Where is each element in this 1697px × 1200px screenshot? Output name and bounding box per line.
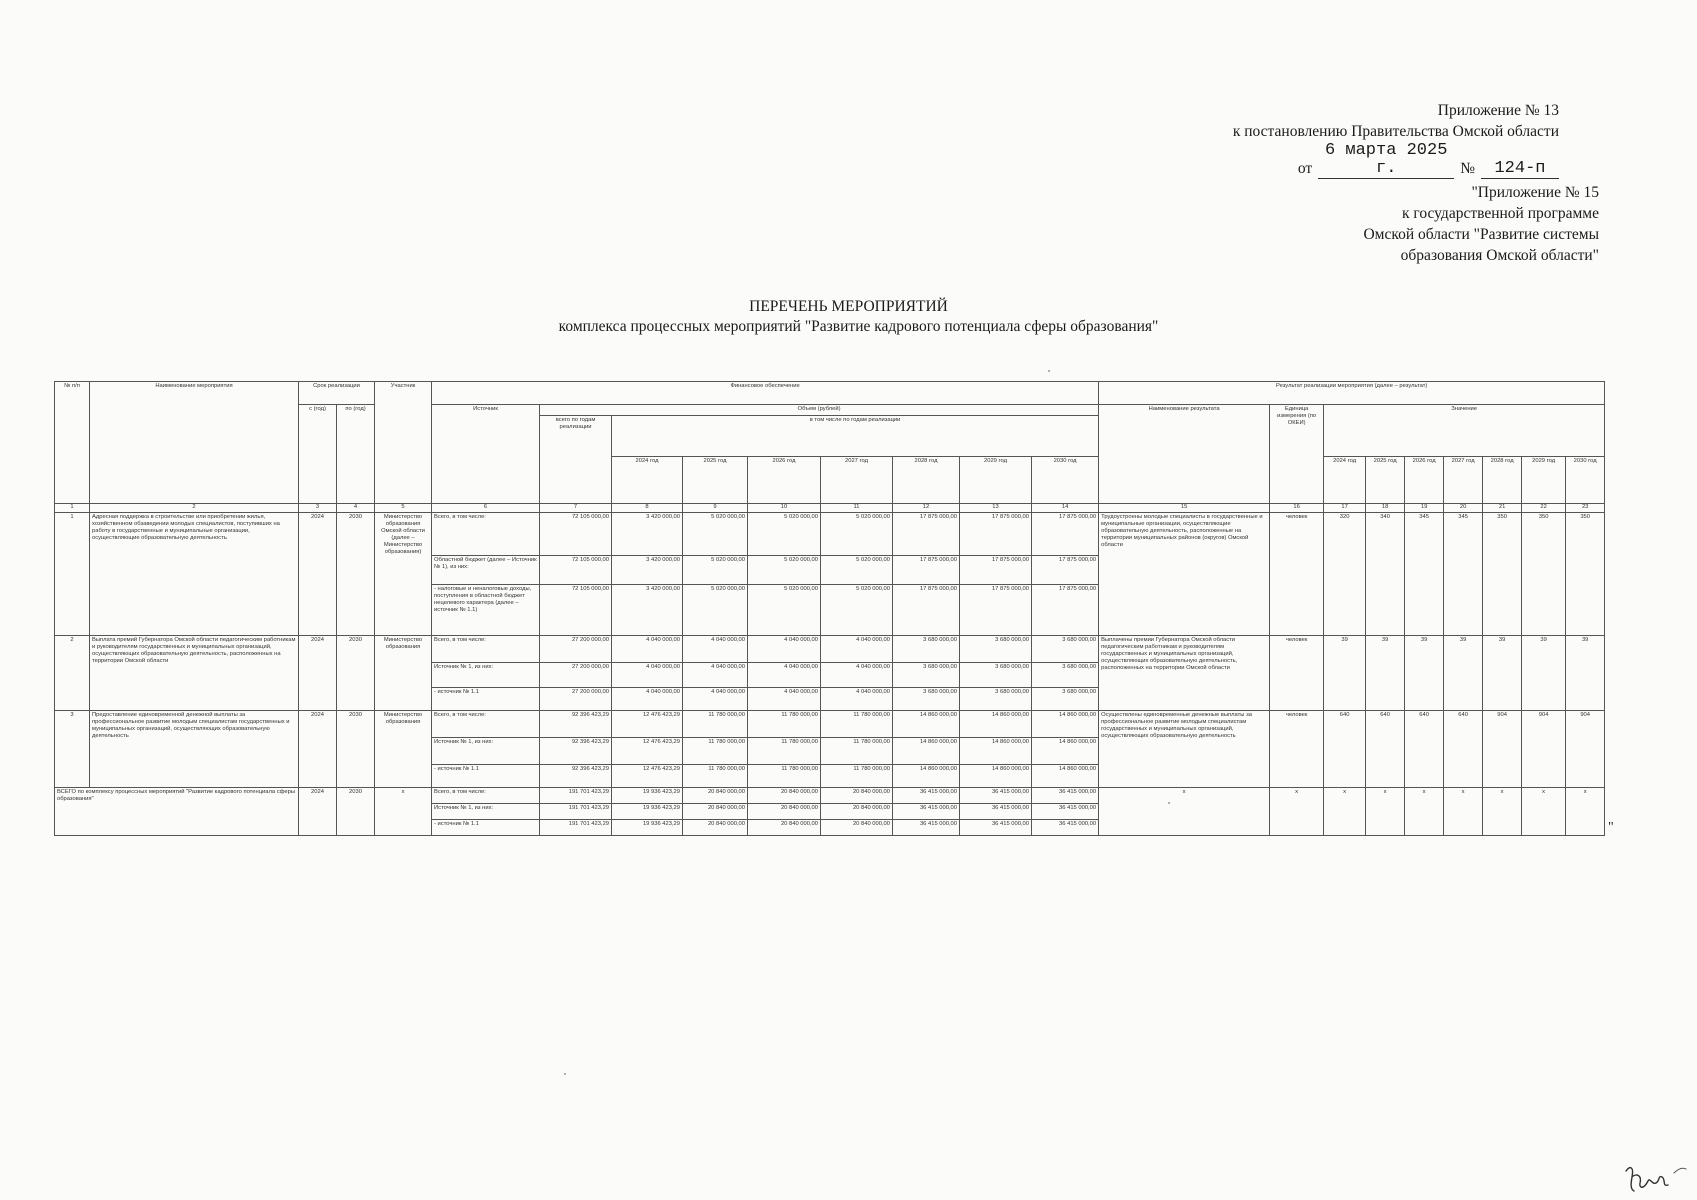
source-label: Всего, в том числе: — [432, 788, 540, 804]
source-year-value: 3 680 000,00 — [893, 688, 960, 711]
source-year-value: 20 840 000,00 — [748, 820, 821, 836]
source-year-value: 5 020 000,00 — [683, 585, 748, 636]
document-title — [0, 297, 1697, 337]
source-total: 191 701 423,29 — [540, 788, 612, 804]
result-value: x — [1522, 788, 1566, 836]
header-finance: Финансовое обеспечение — [432, 382, 1099, 405]
header-source: Источник — [432, 405, 540, 504]
activity-row — [55, 513, 1605, 556]
source-year-value: 17 875 000,00 — [1032, 556, 1099, 585]
source-total: 72 105 000,00 — [540, 556, 612, 585]
activity-name: Адресная поддержка в строительстве или приобретении жилья, хозяйственном обзаведении молодых специалистов, поступивших на работу в государственные и муниципальные организации, осуществляющие образовательную деятельность — [90, 513, 299, 636]
source-year-value: 11 780 000,00 — [748, 765, 821, 788]
header-year: 2030 год — [1032, 457, 1099, 504]
source-year-value: 3 680 000,00 — [960, 688, 1032, 711]
result-value: x — [1483, 788, 1522, 836]
column-number: 23 — [1566, 504, 1605, 513]
source-label: - источник № 1.1 — [432, 820, 540, 836]
appendix-15-line-1: "Приложение № 15 — [1471, 184, 1599, 201]
source-year-value: 11 780 000,00 — [683, 711, 748, 738]
source-year-value: 5 020 000,00 — [821, 585, 893, 636]
header-value-year: 2026 год — [1405, 457, 1444, 504]
source-total: 72 105 000,00 — [540, 585, 612, 636]
header-by-years: в том числе по годам реализации — [612, 416, 1099, 457]
source-label: Источник № 1, из них: — [432, 804, 540, 820]
source-year-value: 3 420 000,00 — [612, 585, 683, 636]
header-value-year: 2029 год — [1522, 457, 1566, 504]
result-value: x — [1324, 788, 1366, 836]
total-row — [55, 788, 1605, 804]
result-value: x — [1566, 788, 1605, 836]
result-value: 39 — [1366, 636, 1405, 711]
appendix-13-subtitle: к постановлению Правительства Омской области — [1232, 123, 1559, 140]
source-year-value: 3 680 000,00 — [960, 663, 1032, 688]
source-total: 92 396 423,29 — [540, 711, 612, 738]
appendix-13-title: Приложение № 13 — [1437, 102, 1559, 119]
source-total: 72 105 000,00 — [540, 513, 612, 556]
activity-name: Выплата премий Губернатора Омской области педагогическим работникам и руководителям государственных и муниципальных организаций, осуществляющих образовательную деятельность, расположенных на территории Омской области — [90, 636, 299, 711]
result-value: 340 — [1366, 513, 1405, 636]
header-year: 2025 год — [683, 457, 748, 504]
header-value-year: 2025 год — [1366, 457, 1405, 504]
column-number-row — [55, 504, 1605, 513]
header-term-to: по (год) — [337, 405, 375, 504]
header-unit: Единица измерения (по ОКЕИ) — [1270, 405, 1324, 504]
source-year-value: 11 780 000,00 — [683, 738, 748, 765]
header-result-group: Результат реализации мероприятия (далее – результат) — [1099, 382, 1605, 405]
source-total: 191 701 423,29 — [540, 804, 612, 820]
participant: Министерство образования — [375, 636, 432, 711]
result-value: 350 — [1522, 513, 1566, 636]
source-year-value: 14 860 000,00 — [1032, 738, 1099, 765]
scan-speck — [1168, 802, 1170, 804]
source-year-value: 20 840 000,00 — [683, 804, 748, 820]
decree-number: 124-п — [1481, 160, 1559, 179]
source-year-value: 3 680 000,00 — [1032, 663, 1099, 688]
scan-speck — [1048, 370, 1050, 372]
source-year-value: 4 040 000,00 — [748, 636, 821, 663]
source-label: Всего, в том числе: — [432, 711, 540, 738]
result-value: 640 — [1324, 711, 1366, 788]
result-name: Выплачены премии Губернатора Омской области педагогическим работникам и руководителям государственных и муниципальных организаций, осуществляющих образовательную деятельность, расположенных на территории Омской области — [1099, 636, 1270, 711]
handwritten-initials — [1622, 1163, 1692, 1197]
source-year-value: 5 020 000,00 — [748, 585, 821, 636]
column-number: 15 — [1099, 504, 1270, 513]
source-year-value: 5 020 000,00 — [683, 513, 748, 556]
source-year-value: 20 840 000,00 — [683, 788, 748, 804]
source-year-value: 5 020 000,00 — [748, 513, 821, 556]
result-value: x — [1444, 788, 1483, 836]
header-result-name: Наименование результата — [1099, 405, 1270, 504]
source-year-value: 14 860 000,00 — [893, 765, 960, 788]
source-year-value: 20 840 000,00 — [821, 804, 893, 820]
source-year-value: 36 415 000,00 — [893, 804, 960, 820]
source-year-value: 36 415 000,00 — [960, 788, 1032, 804]
column-number: 3 — [299, 504, 337, 513]
activity-num: 2 — [55, 636, 90, 711]
source-year-value: 20 840 000,00 — [821, 820, 893, 836]
source-year-value: 4 040 000,00 — [821, 688, 893, 711]
header-participant: Участник — [375, 382, 432, 504]
column-number: 7 — [540, 504, 612, 513]
header-year: 2029 год — [960, 457, 1032, 504]
source-year-value: 17 875 000,00 — [893, 556, 960, 585]
header-row — [55, 382, 1605, 405]
header-year: 2024 год — [612, 457, 683, 504]
source-year-value: 4 040 000,00 — [612, 688, 683, 711]
column-number: 9 — [683, 504, 748, 513]
source-year-value: 17 875 000,00 — [1032, 585, 1099, 636]
column-number: 14 — [1032, 504, 1099, 513]
column-number: 12 — [893, 504, 960, 513]
result-value: 39 — [1566, 636, 1605, 711]
header-value-year: 2028 год — [1483, 457, 1522, 504]
source-year-value: 11 780 000,00 — [821, 711, 893, 738]
source-year-value: 3 680 000,00 — [960, 636, 1032, 663]
source-label: Источник № 1, из них: — [432, 738, 540, 765]
appendix-15-header — [1179, 182, 1599, 266]
source-label: - источник № 1.1 — [432, 688, 540, 711]
source-year-value: 12 476 423,29 — [612, 711, 683, 738]
source-year-value: 14 860 000,00 — [1032, 711, 1099, 738]
result-value: 39 — [1483, 636, 1522, 711]
scan-speck — [564, 1073, 566, 1075]
source-year-value: 4 040 000,00 — [821, 663, 893, 688]
decree-date: 6 марта 2025 г. — [1318, 142, 1454, 179]
source-year-value: 3 680 000,00 — [893, 636, 960, 663]
result-value: 904 — [1566, 711, 1605, 788]
result-value: 320 — [1324, 513, 1366, 636]
total-name: ВСЕГО по комплексу процессных мероприятий "Развитие кадрового потенциала сферы образования" — [55, 788, 299, 836]
header-value: Значение — [1324, 405, 1605, 457]
source-year-value: 36 415 000,00 — [960, 804, 1032, 820]
result-value: 345 — [1405, 513, 1444, 636]
source-year-value: 3 420 000,00 — [612, 556, 683, 585]
source-year-value: 4 040 000,00 — [612, 663, 683, 688]
title-line-2: комплекса процессных мероприятий "Развитие кадрового потенциала сферы образования" — [558, 318, 1159, 335]
source-year-value: 14 860 000,00 — [960, 765, 1032, 788]
source-year-value: 14 860 000,00 — [893, 738, 960, 765]
source-label: Источник № 1, из них: — [432, 663, 540, 688]
header-num: № п/п — [55, 382, 90, 504]
source-year-value: 12 476 423,29 — [612, 738, 683, 765]
result-value: x — [1366, 788, 1405, 836]
column-number: 17 — [1324, 504, 1366, 513]
source-total: 27 200 000,00 — [540, 636, 612, 663]
source-year-value: 11 780 000,00 — [683, 765, 748, 788]
header-value-year: 2027 год — [1444, 457, 1483, 504]
source-year-value: 4 040 000,00 — [748, 663, 821, 688]
source-label: Всего, в том числе: — [432, 636, 540, 663]
source-year-value: 20 840 000,00 — [821, 788, 893, 804]
source-year-value: 3 680 000,00 — [1032, 688, 1099, 711]
result-value: x — [1405, 788, 1444, 836]
result-value: 640 — [1366, 711, 1405, 788]
header-volume: Объем (рублей) — [540, 405, 1099, 416]
source-year-value: 11 780 000,00 — [748, 738, 821, 765]
result-value: 39 — [1522, 636, 1566, 711]
appendix-15-line-3: Омской области "Развитие системы — [1363, 226, 1599, 243]
result-value: 350 — [1566, 513, 1605, 636]
source-year-value: 11 780 000,00 — [821, 765, 893, 788]
term-from: 2024 — [299, 513, 337, 636]
result-value: 904 — [1522, 711, 1566, 788]
term-to: 2030 — [337, 711, 375, 788]
source-year-value: 3 680 000,00 — [1032, 636, 1099, 663]
activities-table — [54, 381, 1605, 836]
header-year: 2026 год — [748, 457, 821, 504]
participant: Министерство образования Омской области (далее – Министерство образования) — [375, 513, 432, 636]
source-year-value: 20 840 000,00 — [748, 788, 821, 804]
source-total: 191 701 423,29 — [540, 820, 612, 836]
source-year-value: 4 040 000,00 — [612, 636, 683, 663]
source-year-value: 4 040 000,00 — [683, 688, 748, 711]
column-number: 2 — [90, 504, 299, 513]
source-total: 92 396 423,29 — [540, 738, 612, 765]
source-year-value: 17 875 000,00 — [960, 513, 1032, 556]
source-year-value: 4 040 000,00 — [821, 636, 893, 663]
source-year-value: 17 875 000,00 — [960, 585, 1032, 636]
header-term-from: с (год) — [299, 405, 337, 504]
term-from: 2024 — [299, 636, 337, 711]
source-year-value: 14 860 000,00 — [960, 738, 1032, 765]
source-year-value: 36 415 000,00 — [960, 820, 1032, 836]
term-to: 2030 — [337, 513, 375, 636]
activity-row — [55, 711, 1605, 738]
source-year-value: 36 415 000,00 — [1032, 788, 1099, 804]
participant: x — [375, 788, 432, 836]
source-label: Областной бюджет (далее – Источник № 1), из них: — [432, 556, 540, 585]
source-total: 27 200 000,00 — [540, 663, 612, 688]
result-value: 640 — [1444, 711, 1483, 788]
source-year-value: 36 415 000,00 — [893, 820, 960, 836]
source-label: - источник № 1.1 — [432, 765, 540, 788]
source-year-value: 5 020 000,00 — [821, 556, 893, 585]
source-year-value: 14 860 000,00 — [960, 711, 1032, 738]
result-value: 350 — [1483, 513, 1522, 636]
column-number: 10 — [748, 504, 821, 513]
source-year-value: 20 840 000,00 — [683, 820, 748, 836]
result-value: 39 — [1444, 636, 1483, 711]
source-label: Всего, в том числе: — [432, 513, 540, 556]
column-number: 8 — [612, 504, 683, 513]
column-number: 21 — [1483, 504, 1522, 513]
participant: Министерство образования — [375, 711, 432, 788]
source-label: - налоговые и неналоговые доходы, поступления в областной бюджет нецелевого характера (далее – источник № 1.1) — [432, 585, 540, 636]
result-unit: человек — [1270, 636, 1324, 711]
source-year-value: 19 936 423,29 — [612, 788, 683, 804]
term-to: 2030 — [337, 788, 375, 836]
source-year-value: 36 415 000,00 — [893, 788, 960, 804]
source-year-value: 11 780 000,00 — [821, 738, 893, 765]
result-value: 39 — [1405, 636, 1444, 711]
source-total: 27 200 000,00 — [540, 688, 612, 711]
source-year-value: 14 860 000,00 — [1032, 765, 1099, 788]
term-from: 2024 — [299, 711, 337, 788]
source-year-value: 5 020 000,00 — [683, 556, 748, 585]
source-year-value: 12 476 423,29 — [612, 765, 683, 788]
appendix-13-header — [1139, 100, 1559, 179]
result-value: 345 — [1444, 513, 1483, 636]
term-from: 2024 — [299, 788, 337, 836]
source-year-value: 5 020 000,00 — [748, 556, 821, 585]
result-name: Трудоустроены молодые специалисты в государственные и муниципальные организации, осуществляющие образовательную деятельность, расположенные на территории муниципальных районов (округов) Омской области — [1099, 513, 1270, 636]
source-year-value: 17 875 000,00 — [960, 556, 1032, 585]
source-year-value: 17 875 000,00 — [893, 513, 960, 556]
column-number: 13 — [960, 504, 1032, 513]
source-total: 92 396 423,29 — [540, 765, 612, 788]
column-number: 5 — [375, 504, 432, 513]
column-number: 4 — [337, 504, 375, 513]
column-number: 1 — [55, 504, 90, 513]
source-year-value: 36 415 000,00 — [1032, 804, 1099, 820]
source-year-value: 11 780 000,00 — [748, 711, 821, 738]
source-year-value: 5 020 000,00 — [821, 513, 893, 556]
appendix-15-line-4: образования Омской области" — [1400, 247, 1599, 264]
result-value: 39 — [1324, 636, 1366, 711]
result-unit: x — [1270, 788, 1324, 836]
closing-quote: " — [1608, 820, 1614, 835]
decree-date-row — [1139, 142, 1559, 179]
number-label: № — [1460, 160, 1475, 177]
activity-num: 1 — [55, 513, 90, 636]
column-number: 18 — [1366, 504, 1405, 513]
result-value: 640 — [1405, 711, 1444, 788]
column-number: 20 — [1444, 504, 1483, 513]
activity-num: 3 — [55, 711, 90, 788]
result-value: 904 — [1483, 711, 1522, 788]
source-year-value: 19 936 423,29 — [612, 804, 683, 820]
result-unit: человек — [1270, 513, 1324, 636]
header-year: 2028 год — [893, 457, 960, 504]
result-unit: человек — [1270, 711, 1324, 788]
header-value-year: 2030 год — [1566, 457, 1605, 504]
header-term: Срок реализации — [299, 382, 375, 405]
header-total: всего по годам реализации — [540, 416, 612, 504]
activity-name: Предоставление единовременной денежной выплаты за профессиональное развитие молодым специалистам государственных и муниципальных организаций, осуществляющих образовательную деятельность — [90, 711, 299, 788]
column-number: 16 — [1270, 504, 1324, 513]
header-value-year: 2024 год — [1324, 457, 1366, 504]
header-activity-name: Наименование мероприятия — [90, 382, 299, 504]
activity-row — [55, 636, 1605, 663]
source-year-value: 17 875 000,00 — [893, 585, 960, 636]
source-year-value: 36 415 000,00 — [1032, 820, 1099, 836]
source-year-value: 3 420 000,00 — [612, 513, 683, 556]
source-year-value: 4 040 000,00 — [683, 663, 748, 688]
term-to: 2030 — [337, 636, 375, 711]
column-number: 22 — [1522, 504, 1566, 513]
source-year-value: 20 840 000,00 — [748, 804, 821, 820]
result-name: Осуществлены единовременные денежные выплаты за профессиональное развитие молодым специалистам государственных и муниципальных организаций, осуществляющих образовательную деятельность — [1099, 711, 1270, 788]
column-number: 6 — [432, 504, 540, 513]
source-year-value: 17 875 000,00 — [1032, 513, 1099, 556]
column-number: 19 — [1405, 504, 1444, 513]
source-year-value: 19 936 423,29 — [612, 820, 683, 836]
result-name: x — [1099, 788, 1270, 836]
header-year: 2027 год — [821, 457, 893, 504]
source-year-value: 3 680 000,00 — [893, 663, 960, 688]
title-line-1: ПЕРЕЧЕНЬ МЕРОПРИЯТИЙ — [749, 298, 948, 315]
appendix-15-line-2: к государственной программе — [1401, 205, 1599, 222]
source-year-value: 4 040 000,00 — [683, 636, 748, 663]
from-label: от — [1297, 160, 1313, 177]
source-year-value: 4 040 000,00 — [748, 688, 821, 711]
source-year-value: 14 860 000,00 — [893, 711, 960, 738]
column-number: 11 — [821, 504, 893, 513]
